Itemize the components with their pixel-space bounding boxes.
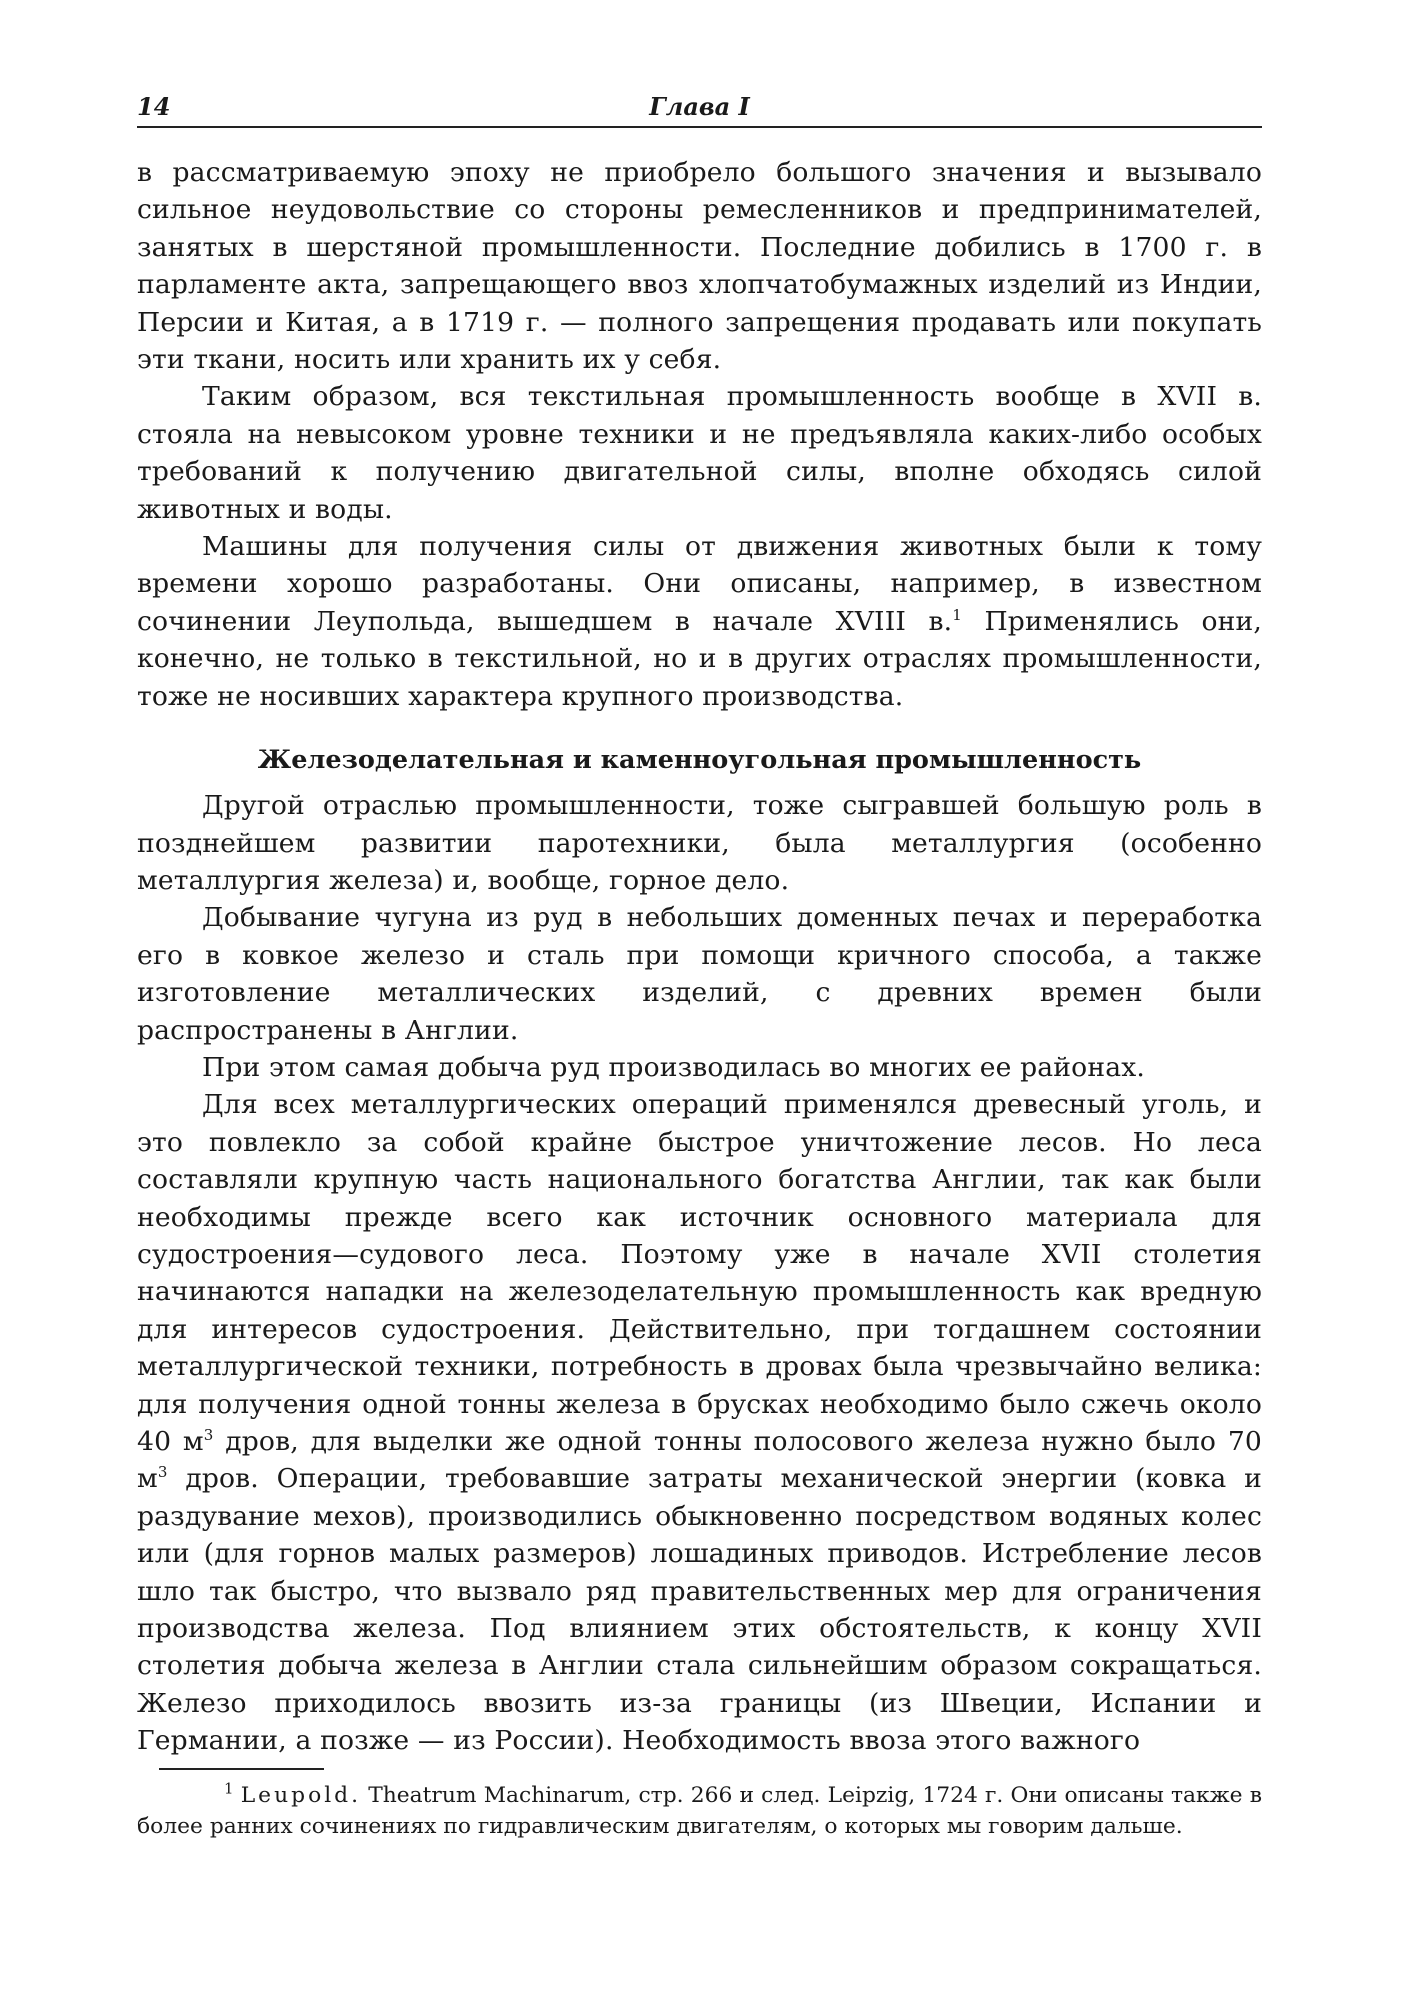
paragraph-text: дров, для выделки же одной тонны полосового железа нужно было 70 м — [137, 1426, 1262, 1495]
footnote-reference: 1 — [952, 606, 962, 625]
paragraph-charcoal-forests — [137, 1086, 1262, 1759]
section-heading: Железоделательная и каменноугольная промышленность — [257, 745, 1142, 776]
paragraph-text: Для всех металлургических операций применялся древесный уголь, и это повлекло за собой крайне быстрое уничтожение лесов. Но леса составляли крупную часть национального богатства Англии, так как были необходимы прежде всего как источник основного материала для судостроения—судового леса. Поэтому уже в начале XVII столетия начинаются нападки на железоделательную промышленность как вредную для интересов судостроения. Действительно, при тогдашнем состоянии металлургической техники, потребность в дровах была чрезвычайно велика: для получения одной тонны железа в брусках необходимо было сжечь около 40 м — [137, 1089, 1262, 1457]
paragraph-animal-machines — [137, 528, 1262, 715]
paragraph-metallurgy: Другой отраслью промышленности, тоже сыгравшей большую роль в позднейшем развитии паротехники, была металлургия (особенно металлургия железа) и, вообще, горное дело. — [137, 790, 1262, 896]
footnote — [137, 1780, 1262, 1842]
paragraph-continued: в рассматриваемую эпоху не приобрело большого значения и вызывало сильное неудовольствие со стороны ремесленников и предпринимателей, занятых в шерстяной промышленности. Последние добились в 1700 г. в парламенте акта, запрещающего ввоз хлопчатобумажных изделий из Индии, Персии и Китая, а в 1719 г. — полного запрещения продавать или покупать эти ткани, носить или хранить их у себя. — [137, 157, 1262, 376]
superscript-cubic: 3 — [157, 1463, 168, 1482]
chapter-title: Глава I — [649, 92, 750, 121]
footnote-author: Leupold. — [240, 1782, 362, 1808]
footnote-separator — [159, 1768, 324, 1770]
book-page — [137, 88, 1262, 1842]
page-number: 14 — [137, 92, 171, 121]
superscript-cubic: 3 — [203, 1426, 214, 1445]
footnote-marker: 1 — [224, 1779, 234, 1798]
body-text — [137, 154, 1262, 1760]
paragraph-text: дров. Операции, требовавшие затраты механической энергии (ковка и раздувание мехов), производились обыкновенно посредством водяных колес или (для горнов малых размеров) лошадиных приводов. Истребление лесов шло так быстро, что вызвало ряд правительственных мер для ограничения производства железа. Под влиянием этих обстоятельств, к концу XVII столетия добыча железа в Англии стала сильнейшим образом сокращаться. Железо приходилось ввозить из-за границы (из Швеции, Испании и Германии, а позже — из России). Необходимость ввоза этого важного — [137, 1463, 1262, 1757]
running-head — [137, 88, 1262, 128]
paragraph-text: Применялись они, конечно, не только в текстильной, но и в других отраслях промышленности, тоже не носивших характера крупного производства. — [137, 605, 1262, 712]
paragraph-ore-mining: При этом самая добыча руд производилась во многих ее районах. — [202, 1051, 1145, 1083]
footnote-text: Theatrum Machinarum, стр. 266 и след. Leipzig, 1724 г. Они описаны также в более ранних сочинениях по гидравлическим двигателям, о которых мы говорим дальше. — [137, 1782, 1262, 1839]
paragraph-textile-industry: Таким образом, вся текстильная промышленность вообще в XVII в. стояла на невысоком уровне техники и не предъявляла каких-либо особых требований к получению двигательной силы, вполне обходясь силой животных и воды. — [137, 381, 1262, 525]
paragraph-iron-production: Добывание чугуна из руд в небольших доменных печах и переработка его в ковкое железо и сталь при помощи кричного способа, а также изготовление металлических изделий, с древних времен были распространены в Англии. — [137, 902, 1262, 1046]
paragraph-text: Машины для получения силы от движения животных были к тому времени хорошо разработаны. Они описаны, например, в известном сочинении Леупольда, вышедшем в начале XVIII в. — [137, 531, 1262, 637]
